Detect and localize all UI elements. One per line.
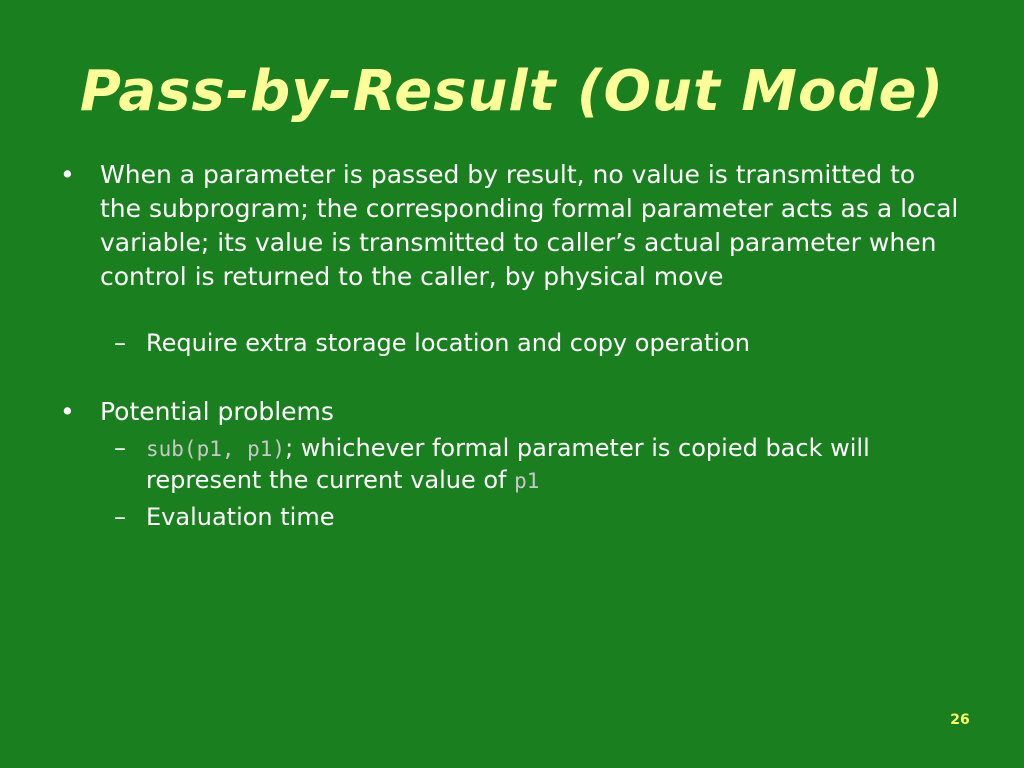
bullet-item	[60, 158, 960, 294]
subbullet-text: Require extra storage location and copy operation	[146, 329, 750, 357]
subbullet-marker: –	[114, 329, 126, 357]
code-snippet: sub(p1, p1)	[146, 437, 286, 461]
subbullet-text: Evaluation time	[146, 503, 335, 531]
page-number: 26	[950, 712, 970, 728]
spacer	[60, 359, 960, 395]
subbullet-item	[60, 433, 960, 497]
bullet-marker: •	[60, 160, 75, 189]
slide-title: Pass-by-Result (Out Mode)	[79, 59, 945, 124]
subbullet-marker: –	[114, 434, 126, 462]
bullet-marker: •	[60, 397, 75, 426]
bullet-item	[60, 395, 960, 429]
subbullet-text: ; whichever formal parameter is copied back will represent the current value of	[146, 434, 870, 494]
subbullet-item	[60, 502, 960, 533]
bullet-text: Potential problems	[100, 397, 334, 426]
subbullet-item	[60, 328, 960, 359]
bullet-text: When a parameter is passed by result, no value is transmitted to the subprogram; the corresponding formal parameter acts as a local variable; its value is transmitted to caller’s actual parameter when control is returned to the caller, by physical move	[100, 160, 959, 291]
subbullet-marker: –	[114, 503, 126, 531]
slide-content	[60, 158, 960, 533]
code-snippet: p1	[514, 469, 540, 493]
spacer	[60, 294, 960, 328]
